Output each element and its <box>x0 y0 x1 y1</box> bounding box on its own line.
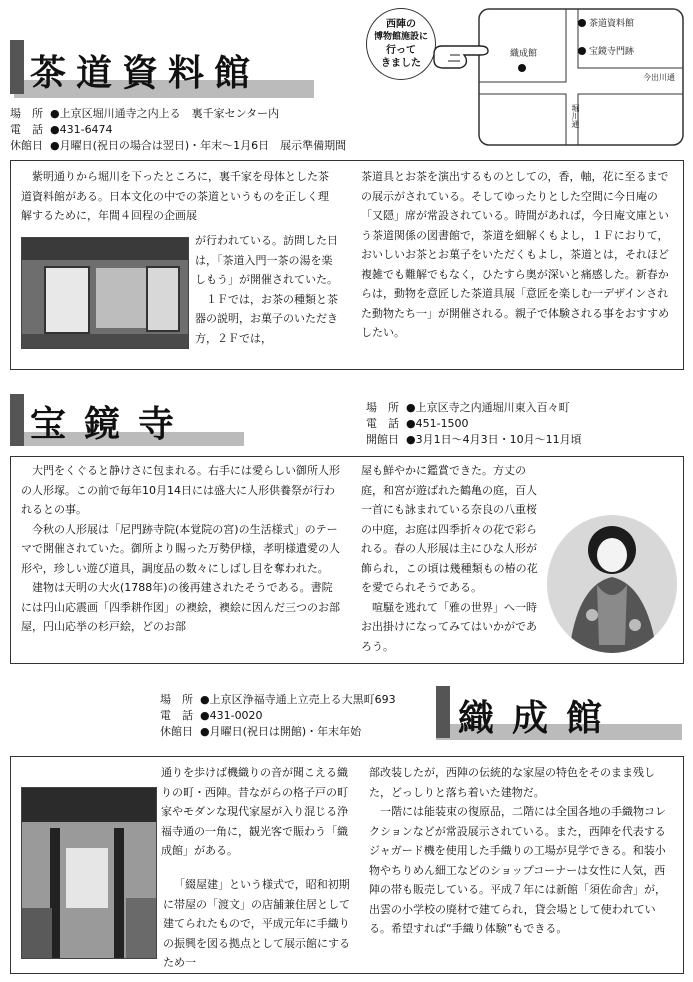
bubble-line: 西陣の <box>386 19 416 30</box>
orinasu-article <box>10 756 684 974</box>
paragraph: が行われている。訪問した日は，「茶道入門一茶の湯を楽しもう」が開催されていた。 <box>195 234 338 286</box>
location-map <box>478 8 684 146</box>
paragraph: １Ｆでは，お茶の種類と茶器の説明，お菓子のいただき方，２Ｆでは， <box>195 292 338 345</box>
chado-left-column-wrap <box>195 231 339 348</box>
info-key: 場 所 <box>160 693 193 706</box>
orinasu-title: 織成館 <box>458 698 621 739</box>
info-row-open <box>366 432 582 448</box>
chado-title: 茶道資料館 <box>30 53 261 94</box>
chado-left-column <box>21 167 339 226</box>
paragraph: 建物は天明の大火(1788年)の後再建されたそうである。書院には円山応震画「四季耕作図」の襖絵，襖絵に因んだ三つのお部屋，円山応挙の杉戸絵，どのお部 <box>21 581 340 633</box>
orinasu-info <box>160 692 396 740</box>
info-key: 休館日 <box>160 725 193 738</box>
info-key: 場 所 <box>366 401 399 414</box>
info-value: ●431-0020 <box>200 709 263 722</box>
info-key: 休館日 <box>10 139 43 152</box>
map-label-hokyoji: 宝鏡寺門跡 <box>589 47 635 57</box>
pointing-hand-icon <box>432 40 492 72</box>
hokyoji-article <box>10 456 684 664</box>
info-value: ●上京区寺之内通堀川東入百々町 <box>406 401 570 414</box>
info-row-phone <box>10 122 346 138</box>
bubble-line: 博物館施設に <box>373 32 428 42</box>
info-row-closed <box>10 138 346 154</box>
info-value: ●月曜日(祝日は開館)・年末年始 <box>200 725 362 738</box>
hokyoji-left-column <box>21 461 341 637</box>
info-key: 電 話 <box>10 123 43 136</box>
map-label-orinasu: 織成館 <box>510 49 538 59</box>
info-row-phone <box>366 416 582 432</box>
speech-bubble <box>366 8 436 80</box>
info-row-phone <box>160 708 396 724</box>
info-key: 電 話 <box>366 417 399 430</box>
chado-info <box>10 106 346 154</box>
title-bar <box>10 40 24 94</box>
info-row-place <box>366 400 582 416</box>
paragraph: 通りを歩けば機織りの音が聞こえる織りの町・西陣。昔ながらの格子戸の町家やモダンな現代家屋が入り混じる浄福寺通の一角に，観光客で賑わう「織成館」がある。 <box>161 766 349 857</box>
hokyoji-info <box>366 400 582 448</box>
orinasu-photo <box>21 787 157 959</box>
bubble-line: 行って <box>386 45 416 56</box>
chado-photo <box>21 237 189 349</box>
bubble-line: きました <box>381 58 421 69</box>
map-label-chado: 茶道資料館 <box>589 19 635 29</box>
title-bar <box>10 394 24 446</box>
info-value: ●月曜日(祝日の場合は翌日)・年末〜1月6日 展示準備期間 <box>50 139 347 152</box>
hokyoji-title: 宝鏡寺 <box>30 404 193 445</box>
paragraph: 部改装したが，西陣の伝統的な家屋の特色をそのまま残した，どっしりと落ち着いた建物だ。 <box>369 766 655 799</box>
info-key: 開館日 <box>366 433 399 446</box>
paragraph: 喧騒を逃れて「雅の世界」へ一時お出掛けになってみてはいかがであろう。 <box>361 600 537 653</box>
map-label-imadegawa: 今出川通 <box>643 73 675 82</box>
paragraph: 紫明通りから堀川を下ったところに，裏千家を母体とした茶道資料館がある。日本文化の中での茶道というものを正しく理解するために，年間４回程の企画展 <box>21 170 329 222</box>
orinasu-right-column <box>369 763 675 939</box>
info-value: ●431-6474 <box>50 123 113 136</box>
doll-illustration <box>547 515 677 653</box>
info-key: 場 所 <box>10 107 43 120</box>
info-value: ●451-1500 <box>406 417 469 430</box>
paragraph: 屋も鮮やかに鑑賞できた。方丈の庭，和宮が遊ばれた鶴亀の庭，百人一首にも詠まれている奈良の八重桜の中庭，お庭は四季折々の花で彩られる。春の人形展は主にひな人形が飾られ，この頃は幾種類もの椿の花を愛でられそうである。 <box>361 464 538 594</box>
info-value: ●上京区浄福寺通上立売上る大黒町693 <box>200 693 396 706</box>
paragraph: 一階には能装束の復原品，二階には全国各地の手織物コレクションなどが常設展示されている。また，西陣を代表するジャガード機を使用した手織りの工場が見学できる。和装小物やちりめん細工などのショップコーナーは女性に人気，西陣の帯も販売している。平成７年には新館「須佐命舎」が，出雲の小学校の廃材で建てられ，貸会場として使われている。希望すれば“手織り体験”もできる。 <box>369 805 666 935</box>
info-value: ●上京区堀川通寺之内上る 裏千家センター内 <box>50 107 280 120</box>
info-value: ●3月1日〜4月3日・10月〜11月頃 <box>406 433 582 446</box>
chado-article <box>10 160 684 370</box>
chado-right-column <box>361 167 673 343</box>
paragraph: 今秋の人形展は「尼門跡寺院(本覚院の宮)の生活様式」のテーマで開催されていた。御所より賜った万勢伊様，孝明様遺愛の人形や，珍しい遊び道具，調度品の数々にしばし目を奪われた。 <box>21 522 340 575</box>
hokyoji-doll-photo <box>547 515 677 653</box>
info-key: 電 話 <box>160 709 193 722</box>
info-row-place <box>160 692 396 708</box>
paragraph-continued: 「綴屋建」という様式で，昭和初期に帯屋の「渡文」の店舗兼住居として建てられたもので，平成元年に手織りの振興を図る拠点として展示館にするため一 <box>163 878 350 969</box>
paragraph: 茶道具とお茶を演出するものとしての，香，軸，花に至るまでの展示がされている。そしてゆったりとした空間に今日庵の「又隠」席が常設されている。時間があれば，今日庵文庫という茶道関係の図書館で，茶道を細解くもよし，１Ｆにおりて，おいしいお茶とお菓子をいただくもよし，茶道とは，それほど複雑でも難解でもなく，ひたすら奥が深いと痛感した。新春からは，動物を意匠した茶道具展「意匠を楽しむ一デザインされた動物たち一」が開催される。親子で体験される事をおすすめしたい。 <box>361 170 670 339</box>
info-row-place <box>10 106 346 122</box>
info-row-closed <box>160 724 396 740</box>
map-label-horikawa: 堀川通 <box>571 104 580 128</box>
title-bar <box>436 686 450 738</box>
orinasu-left-column-wrap <box>163 875 353 973</box>
hokyoji-right-column <box>361 461 543 656</box>
paragraph: 大門をくぐると静けさに包まれる。右手には愛らしい御所人形の人形塚。この前で毎年10月14日には盛大に人形供養祭が行われるとの事。 <box>21 464 340 516</box>
